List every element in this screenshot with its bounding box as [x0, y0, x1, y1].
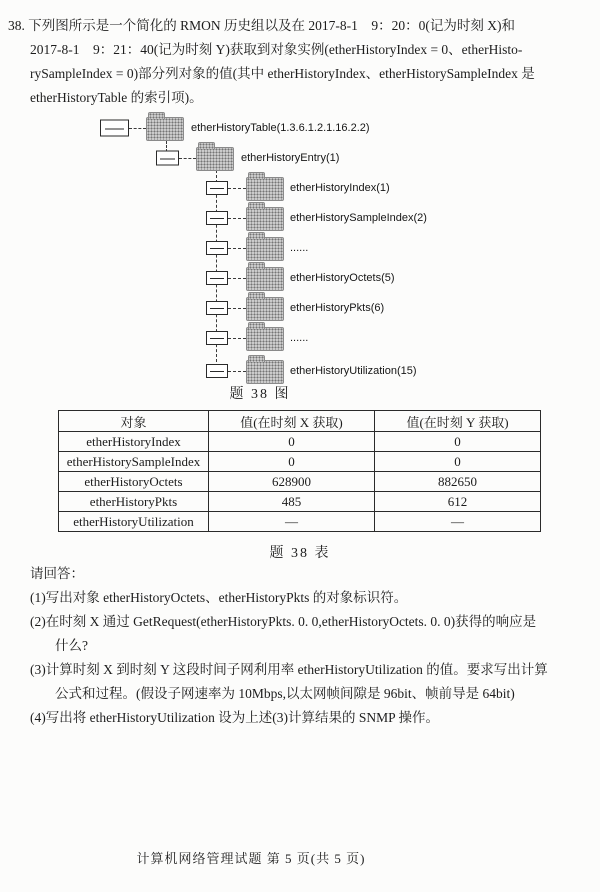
tree-node	[0, 144, 600, 172]
table-cell: —	[209, 512, 375, 532]
sub-questions	[30, 562, 590, 730]
mib-tree-diagram	[0, 0, 600, 410]
question-line-4: etherHistoryTable 的索引项)。	[30, 90, 203, 105]
folder-icon	[246, 327, 284, 351]
sub-question-line-2: (2)在时刻 X 通过 GetRequest(etherHistoryPkts. 0. 0,etherHistoryOctets. 0. 0)获得的响应是	[30, 614, 537, 629]
table-header-cell: 值(在时刻 Y 获取)	[375, 411, 541, 432]
mib-node-icon	[206, 241, 228, 255]
tree-node	[0, 357, 600, 385]
mib-node-icon	[100, 120, 129, 137]
values-table	[58, 410, 541, 532]
folder-icon	[246, 360, 284, 384]
folder-icon	[246, 237, 284, 261]
folder-icon	[196, 147, 234, 171]
sub-question-line-5: 公式和过程。(假设子网速率为 10Mbps,以太网帧间隙是 96bit、帧前导是 64bit)	[55, 686, 515, 701]
table-cell: etherHistoryPkts	[59, 492, 209, 512]
tree-node-label: etherHistoryPkts(6)	[290, 302, 385, 314]
tree-node	[0, 294, 600, 322]
tree-connector	[228, 308, 246, 309]
tree-node	[0, 174, 600, 202]
tree-node-label: ......	[290, 242, 309, 254]
sub-question-line-1: (1)写出对象 etherHistoryOctets、etherHistoryPkts 的对象标识符。	[30, 590, 408, 605]
question-line-2: 2017-8-1 9：21：40(记为时刻 Y)获取到对象实例(etherHistoryIndex = 0、etherHisto-	[30, 42, 523, 57]
table-cell: 882650	[375, 472, 541, 492]
tree-connector	[228, 248, 246, 249]
folder-icon	[246, 177, 284, 201]
table-row	[59, 492, 541, 512]
table-caption: 题 38 表	[269, 546, 331, 561]
figure-caption: 题 38 图	[229, 387, 291, 402]
table-header-cell: 值(在时刻 X 获取)	[209, 411, 375, 432]
tree-connector	[228, 188, 246, 189]
table-cell: 0	[375, 452, 541, 472]
table-header-cell: 对象	[59, 411, 209, 432]
tree-node	[0, 204, 600, 232]
tree-node	[0, 324, 600, 352]
question-line-3: rySampleIndex = 0)部分列对象的值(其中 etherHistoryIndex、etherHistorySampleIndex 是	[30, 66, 535, 81]
table-cell: 612	[375, 492, 541, 512]
question-line-1: 38. 下列图所示是一个简化的 RMON 历史组以及在 2017-8-1 9：20：0(记为时刻 X)和	[8, 18, 515, 33]
table-cell: 628900	[209, 472, 375, 492]
sub-question-line-6: (4)写出将 etherHistoryUtilization 设为上述(3)计算结果的 SNMP 操作。	[30, 710, 439, 725]
folder-icon	[146, 117, 184, 141]
tree-node-label: etherHistorySampleIndex(2)	[290, 212, 427, 224]
tree-connector	[228, 278, 246, 279]
table-cell: etherHistoryOctets	[59, 472, 209, 492]
tree-connector	[228, 338, 246, 339]
table-cell: etherHistorySampleIndex	[59, 452, 209, 472]
mib-node-icon	[206, 271, 228, 285]
tree-connector	[129, 128, 146, 129]
sub-question-line-4: (3)计算时刻 X 到时刻 Y 这段时间子网利用率 etherHistoryUtilization 的值。要求写出计算	[30, 662, 548, 677]
sub-question-line-3: 什么?	[55, 638, 88, 653]
tree-node-label: ......	[290, 332, 309, 344]
table-cell: etherHistoryIndex	[59, 432, 209, 452]
tree-node-label: etherHistoryTable(1.3.6.1.2.1.16.2.2)	[191, 122, 370, 134]
tree-node	[0, 264, 600, 292]
tree-node-label: etherHistoryUtilization(15)	[290, 365, 417, 377]
tree-node-label: etherHistoryEntry(1)	[241, 152, 340, 164]
folder-icon	[246, 267, 284, 291]
tree-node-label: etherHistoryOctets(5)	[290, 272, 395, 284]
tree-node-label: etherHistoryIndex(1)	[290, 182, 390, 194]
table-cell: 0	[209, 452, 375, 472]
mib-node-icon	[206, 331, 228, 345]
tree-connector	[228, 218, 246, 219]
answer-prompt: 请回答：	[30, 566, 84, 581]
table-header-row	[59, 411, 541, 432]
table-cell: 0	[375, 432, 541, 452]
tree-node	[0, 234, 600, 262]
mib-node-icon	[206, 364, 228, 378]
table-row	[59, 472, 541, 492]
mib-node-icon	[156, 151, 179, 166]
table-cell: 485	[209, 492, 375, 512]
tree-node	[0, 114, 600, 142]
table-cell: —	[375, 512, 541, 532]
folder-icon	[246, 207, 284, 231]
tree-connector	[228, 371, 246, 372]
table-row	[59, 512, 541, 532]
mib-node-icon	[206, 301, 228, 315]
tree-connector	[179, 158, 196, 159]
table-cell: etherHistoryUtilization	[59, 512, 209, 532]
table-row	[59, 452, 541, 472]
table-cell: 0	[209, 432, 375, 452]
page-footer: 计算机网络管理试题 第 5 页(共 5 页)	[136, 851, 366, 866]
folder-icon	[246, 297, 284, 321]
mib-node-icon	[206, 181, 228, 195]
table-row	[59, 432, 541, 452]
mib-node-icon	[206, 211, 228, 225]
